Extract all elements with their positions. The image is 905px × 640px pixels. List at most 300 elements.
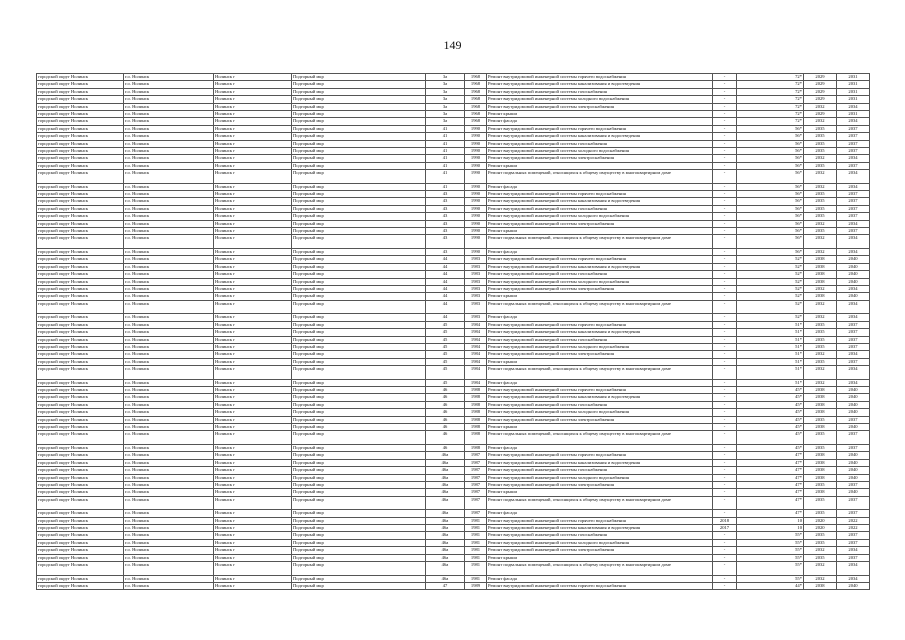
wear-cell: 47* bbox=[737, 510, 804, 517]
district-cell: городской округ Нолинск bbox=[37, 547, 124, 554]
table-row bbox=[37, 155, 870, 162]
municipality-cell: г.о. Нолинск bbox=[124, 74, 214, 81]
settlement-cell: Нолинск г bbox=[214, 510, 292, 517]
wear-cell: 72* bbox=[737, 96, 804, 103]
municipality-cell: г.о. Нолинск bbox=[124, 379, 214, 386]
table-row bbox=[37, 351, 870, 358]
municipality-cell: г.о. Нолинск bbox=[124, 228, 214, 235]
wear-cell: 47* bbox=[737, 496, 804, 510]
last-repair-year-cell: 2018 bbox=[713, 517, 737, 524]
wear-cell: 72* bbox=[737, 103, 804, 110]
last-repair-year-cell: - bbox=[713, 336, 737, 343]
wear-cell: 72* bbox=[737, 81, 804, 88]
settlement-cell: Нолинск г bbox=[214, 583, 292, 590]
district-cell: городской округ Нолинск bbox=[37, 387, 124, 394]
municipality-cell: г.о. Нолинск bbox=[124, 329, 214, 336]
house-number-cell: 44 bbox=[426, 293, 465, 300]
district-cell: городской округ Нолинск bbox=[37, 366, 124, 380]
settlement-cell: Нолинск г bbox=[214, 263, 292, 270]
start-year-cell: 2038 bbox=[804, 467, 837, 474]
build-year-cell: 1968 bbox=[465, 103, 487, 110]
settlement-cell: Нолинск г bbox=[214, 554, 292, 561]
wear-cell: 51* bbox=[737, 329, 804, 336]
district-cell: городской округ Нолинск bbox=[37, 118, 124, 125]
street-cell: Подгорный мкр bbox=[292, 343, 426, 350]
street-cell: Подгорный мкр bbox=[292, 155, 426, 162]
table-row bbox=[37, 183, 870, 190]
last-repair-year-cell: - bbox=[713, 409, 737, 416]
build-year-cell: 1968 bbox=[465, 110, 487, 117]
start-year-cell: 2035 bbox=[804, 496, 837, 510]
wear-cell: 47* bbox=[737, 474, 804, 481]
last-repair-year-cell: - bbox=[713, 191, 737, 198]
end-year-cell: 2040 bbox=[837, 394, 870, 401]
house-number-cell: 45 bbox=[426, 379, 465, 386]
end-year-cell: 2034 bbox=[837, 575, 870, 582]
street-cell: Подгорный мкр bbox=[292, 96, 426, 103]
last-repair-year-cell: - bbox=[713, 170, 737, 184]
end-year-cell: 2040 bbox=[837, 459, 870, 466]
table-row bbox=[37, 228, 870, 235]
end-year-cell: 2037 bbox=[837, 343, 870, 350]
last-repair-year-cell: - bbox=[713, 263, 737, 270]
last-repair-year-cell: - bbox=[713, 314, 737, 321]
street-cell: Подгорный мкр bbox=[292, 293, 426, 300]
work-type-cell: Ремонт крыши bbox=[487, 358, 713, 365]
house-number-cell: 3а bbox=[426, 81, 465, 88]
start-year-cell: 2038 bbox=[804, 424, 837, 431]
start-year-cell: 2032 bbox=[804, 220, 837, 227]
district-cell: городской округ Нолинск bbox=[37, 88, 124, 95]
start-year-cell: 2035 bbox=[804, 532, 837, 539]
district-cell: городской округ Нолинск bbox=[37, 467, 124, 474]
district-cell: городской округ Нолинск bbox=[37, 228, 124, 235]
build-year-cell: 1990 bbox=[465, 140, 487, 147]
start-year-cell: 2032 bbox=[804, 249, 837, 256]
house-number-cell: 41 bbox=[426, 155, 465, 162]
wear-cell: 51* bbox=[737, 351, 804, 358]
settlement-cell: Нолинск г bbox=[214, 366, 292, 380]
work-type-cell: Ремонт внутридомовой инженерной системы электроснабжения bbox=[487, 547, 713, 554]
wear-cell: 52* bbox=[737, 256, 804, 263]
house-number-cell: 3а bbox=[426, 88, 465, 95]
district-cell: городской округ Нолинск bbox=[37, 481, 124, 488]
end-year-cell: 2037 bbox=[837, 510, 870, 517]
municipality-cell: г.о. Нолинск bbox=[124, 525, 214, 532]
end-year-cell: 2031 bbox=[837, 74, 870, 81]
start-year-cell: 2032 bbox=[804, 351, 837, 358]
end-year-cell: 2037 bbox=[837, 125, 870, 132]
municipality-cell: г.о. Нолинск bbox=[124, 517, 214, 524]
municipality-cell: г.о. Нолинск bbox=[124, 539, 214, 546]
table-row bbox=[37, 358, 870, 365]
table-row bbox=[37, 110, 870, 117]
house-number-cell: 44 bbox=[426, 285, 465, 292]
municipality-cell: г.о. Нолинск bbox=[124, 293, 214, 300]
last-repair-year-cell: - bbox=[713, 103, 737, 110]
street-cell: Подгорный мкр bbox=[292, 562, 426, 576]
house-number-cell: 43 bbox=[426, 228, 465, 235]
house-number-cell: 46 bbox=[426, 387, 465, 394]
start-year-cell: 2035 bbox=[804, 228, 837, 235]
table-row bbox=[37, 510, 870, 517]
end-year-cell: 2040 bbox=[837, 424, 870, 431]
build-year-cell: 1987 bbox=[465, 474, 487, 481]
street-cell: Подгорный мкр bbox=[292, 424, 426, 431]
last-repair-year-cell: - bbox=[713, 489, 737, 496]
work-type-cell: Ремонт крыши bbox=[487, 554, 713, 561]
municipality-cell: г.о. Нолинск bbox=[124, 532, 214, 539]
end-year-cell: 2040 bbox=[837, 387, 870, 394]
wear-cell: 56* bbox=[737, 249, 804, 256]
municipality-cell: г.о. Нолинск bbox=[124, 416, 214, 423]
house-number-cell: 3а bbox=[426, 96, 465, 103]
street-cell: Подгорный мкр bbox=[292, 489, 426, 496]
build-year-cell: 1983 bbox=[465, 278, 487, 285]
settlement-cell: Нолинск г bbox=[214, 183, 292, 190]
municipality-cell: г.о. Нолинск bbox=[124, 205, 214, 212]
start-year-cell: 2035 bbox=[804, 539, 837, 546]
house-number-cell: 45 bbox=[426, 329, 465, 336]
last-repair-year-cell: - bbox=[713, 575, 737, 582]
district-cell: городской округ Нолинск bbox=[37, 358, 124, 365]
municipality-cell: г.о. Нолинск bbox=[124, 235, 214, 249]
last-repair-year-cell: - bbox=[713, 271, 737, 278]
district-cell: городской округ Нолинск bbox=[37, 147, 124, 154]
work-type-cell: Ремонт подвальных помещений, относящихся к общему имуществу в многоквартирном доме bbox=[487, 235, 713, 249]
work-type-cell: Ремонт внутридомовой инженерной системы канализования и водоотведения bbox=[487, 133, 713, 140]
build-year-cell: 1981 bbox=[465, 554, 487, 561]
start-year-cell: 2029 bbox=[804, 96, 837, 103]
wear-cell: 45* bbox=[737, 409, 804, 416]
table-row bbox=[37, 387, 870, 394]
build-year-cell: 1990 bbox=[465, 213, 487, 220]
municipality-cell: г.о. Нолинск bbox=[124, 96, 214, 103]
house-number-cell: 43 bbox=[426, 198, 465, 205]
street-cell: Подгорный мкр bbox=[292, 133, 426, 140]
wear-cell: 56* bbox=[737, 205, 804, 212]
settlement-cell: Нолинск г bbox=[214, 285, 292, 292]
build-year-cell: 1983 bbox=[465, 314, 487, 321]
end-year-cell: 2040 bbox=[837, 263, 870, 270]
street-cell: Подгорный мкр bbox=[292, 314, 426, 321]
settlement-cell: Нолинск г bbox=[214, 249, 292, 256]
house-number-cell: 47 bbox=[426, 583, 465, 590]
start-year-cell: 2035 bbox=[804, 205, 837, 212]
settlement-cell: Нолинск г bbox=[214, 170, 292, 184]
settlement-cell: Нолинск г bbox=[214, 525, 292, 532]
district-cell: городской округ Нолинск bbox=[37, 336, 124, 343]
house-number-cell: 44 bbox=[426, 314, 465, 321]
street-cell: Подгорный мкр bbox=[292, 387, 426, 394]
start-year-cell: 2038 bbox=[804, 263, 837, 270]
start-year-cell: 2032 bbox=[804, 155, 837, 162]
table-row bbox=[37, 74, 870, 81]
wear-cell: 47* bbox=[737, 452, 804, 459]
last-repair-year-cell: - bbox=[713, 547, 737, 554]
build-year-cell: 1988 bbox=[465, 387, 487, 394]
house-number-cell: 41 bbox=[426, 140, 465, 147]
district-cell: городской округ Нолинск bbox=[37, 343, 124, 350]
last-repair-year-cell: - bbox=[713, 343, 737, 350]
wear-cell: 55* bbox=[737, 532, 804, 539]
work-type-cell: Ремонт крыши bbox=[487, 293, 713, 300]
start-year-cell: 2032 bbox=[804, 235, 837, 249]
wear-cell: 45* bbox=[737, 387, 804, 394]
last-repair-year-cell: - bbox=[713, 496, 737, 510]
municipality-cell: г.о. Нолинск bbox=[124, 401, 214, 408]
table-row bbox=[37, 379, 870, 386]
settlement-cell: Нолинск г bbox=[214, 133, 292, 140]
start-year-cell: 2035 bbox=[804, 554, 837, 561]
work-type-cell: Ремонт фасада bbox=[487, 118, 713, 125]
build-year-cell: 1987 bbox=[465, 489, 487, 496]
last-repair-year-cell: - bbox=[713, 155, 737, 162]
street-cell: Подгорный мкр bbox=[292, 444, 426, 451]
last-repair-year-cell: - bbox=[713, 431, 737, 445]
district-cell: городской округ Нолинск bbox=[37, 74, 124, 81]
end-year-cell: 2037 bbox=[837, 213, 870, 220]
last-repair-year-cell: - bbox=[713, 467, 737, 474]
house-number-cell: 46 bbox=[426, 424, 465, 431]
street-cell: Подгорный мкр bbox=[292, 532, 426, 539]
table-row bbox=[37, 517, 870, 524]
street-cell: Подгорный мкр bbox=[292, 547, 426, 554]
settlement-cell: Нолинск г bbox=[214, 444, 292, 451]
settlement-cell: Нолинск г bbox=[214, 198, 292, 205]
work-type-cell: Ремонт внутридомовой инженерной системы электроснабжения bbox=[487, 155, 713, 162]
last-repair-year-cell: - bbox=[713, 256, 737, 263]
table-row bbox=[37, 118, 870, 125]
end-year-cell: 2037 bbox=[837, 191, 870, 198]
work-type-cell: Ремонт внутридомовой инженерной системы электроснабжения bbox=[487, 481, 713, 488]
street-cell: Подгорный мкр bbox=[292, 496, 426, 510]
street-cell: Подгорный мкр bbox=[292, 474, 426, 481]
build-year-cell: 1990 bbox=[465, 191, 487, 198]
table-row bbox=[37, 147, 870, 154]
table-row bbox=[37, 271, 870, 278]
house-number-cell: 46а bbox=[426, 459, 465, 466]
end-year-cell: 2037 bbox=[837, 431, 870, 445]
district-cell: городской округ Нолинск bbox=[37, 525, 124, 532]
wear-cell: 51* bbox=[737, 321, 804, 328]
work-type-cell: Ремонт внутридомовой инженерной системы холодного водоснабжения bbox=[487, 539, 713, 546]
work-type-cell: Ремонт внутридомовой инженерной системы газоснабжения bbox=[487, 336, 713, 343]
street-cell: Подгорный мкр bbox=[292, 125, 426, 132]
end-year-cell: 2031 bbox=[837, 110, 870, 117]
wear-cell: 51* bbox=[737, 379, 804, 386]
work-type-cell: Ремонт внутридомовой инженерной системы горячего водоснабжения bbox=[487, 452, 713, 459]
municipality-cell: г.о. Нолинск bbox=[124, 285, 214, 292]
street-cell: Подгорный мкр bbox=[292, 191, 426, 198]
start-year-cell: 2032 bbox=[804, 300, 837, 314]
house-number-cell: 3а bbox=[426, 74, 465, 81]
last-repair-year-cell: - bbox=[713, 416, 737, 423]
table-row bbox=[37, 575, 870, 582]
last-repair-year-cell: - bbox=[713, 351, 737, 358]
end-year-cell: 2037 bbox=[837, 539, 870, 546]
work-type-cell: Ремонт фасада bbox=[487, 379, 713, 386]
settlement-cell: Нолинск г bbox=[214, 235, 292, 249]
wear-cell: 52* bbox=[737, 278, 804, 285]
municipality-cell: г.о. Нолинск bbox=[124, 424, 214, 431]
last-repair-year-cell: - bbox=[713, 133, 737, 140]
settlement-cell: Нолинск г bbox=[214, 562, 292, 576]
end-year-cell: 2037 bbox=[837, 416, 870, 423]
wear-cell: 56* bbox=[737, 191, 804, 198]
start-year-cell: 2035 bbox=[804, 329, 837, 336]
end-year-cell: 2034 bbox=[837, 249, 870, 256]
street-cell: Подгорный мкр bbox=[292, 329, 426, 336]
municipality-cell: г.о. Нолинск bbox=[124, 343, 214, 350]
municipality-cell: г.о. Нолинск bbox=[124, 489, 214, 496]
municipality-cell: г.о. Нолинск bbox=[124, 496, 214, 510]
last-repair-year-cell: - bbox=[713, 444, 737, 451]
municipality-cell: г.о. Нолинск bbox=[124, 256, 214, 263]
end-year-cell: 2037 bbox=[837, 329, 870, 336]
build-year-cell: 1968 bbox=[465, 74, 487, 81]
build-year-cell: 1988 bbox=[465, 431, 487, 445]
start-year-cell: 2020 bbox=[804, 517, 837, 524]
end-year-cell: 2034 bbox=[837, 103, 870, 110]
start-year-cell: 2032 bbox=[804, 547, 837, 554]
table-row bbox=[37, 409, 870, 416]
work-type-cell: Ремонт подвальных помещений, относящихся к общему имуществу в многоквартирном доме bbox=[487, 562, 713, 576]
settlement-cell: Нолинск г bbox=[214, 74, 292, 81]
municipality-cell: г.о. Нолинск bbox=[124, 452, 214, 459]
district-cell: городской округ Нолинск bbox=[37, 213, 124, 220]
settlement-cell: Нолинск г bbox=[214, 96, 292, 103]
house-number-cell: 46а bbox=[426, 547, 465, 554]
start-year-cell: 2029 bbox=[804, 88, 837, 95]
table-row bbox=[37, 170, 870, 184]
table-row bbox=[37, 444, 870, 451]
last-repair-year-cell: - bbox=[713, 74, 737, 81]
start-year-cell: 2035 bbox=[804, 481, 837, 488]
table-row bbox=[37, 366, 870, 380]
wear-cell: 47* bbox=[737, 459, 804, 466]
table-row bbox=[37, 213, 870, 220]
build-year-cell: 1981 bbox=[465, 525, 487, 532]
street-cell: Подгорный мкр bbox=[292, 525, 426, 532]
settlement-cell: Нолинск г bbox=[214, 125, 292, 132]
wear-cell: 56* bbox=[737, 140, 804, 147]
work-type-cell: Ремонт фасада bbox=[487, 575, 713, 582]
table-row bbox=[37, 532, 870, 539]
last-repair-year-cell: - bbox=[713, 452, 737, 459]
work-type-cell: Ремонт внутридомовой инженерной системы электроснабжения bbox=[487, 416, 713, 423]
end-year-cell: 2034 bbox=[837, 220, 870, 227]
settlement-cell: Нолинск г bbox=[214, 271, 292, 278]
wear-cell: 55* bbox=[737, 562, 804, 576]
house-number-cell: 46а bbox=[426, 575, 465, 582]
end-year-cell: 2034 bbox=[837, 314, 870, 321]
street-cell: Подгорный мкр bbox=[292, 220, 426, 227]
end-year-cell: 2040 bbox=[837, 489, 870, 496]
wear-cell: 52* bbox=[737, 300, 804, 314]
end-year-cell: 2034 bbox=[837, 183, 870, 190]
end-year-cell: 2037 bbox=[837, 147, 870, 154]
district-cell: городской округ Нолинск bbox=[37, 489, 124, 496]
table-row bbox=[37, 489, 870, 496]
district-cell: городской округ Нолинск bbox=[37, 517, 124, 524]
settlement-cell: Нолинск г bbox=[214, 293, 292, 300]
build-year-cell: 1987 bbox=[465, 510, 487, 517]
district-cell: городской округ Нолинск bbox=[37, 444, 124, 451]
start-year-cell: 2032 bbox=[804, 562, 837, 576]
build-year-cell: 1984 bbox=[465, 351, 487, 358]
house-number-cell: 46 bbox=[426, 444, 465, 451]
build-year-cell: 1981 bbox=[465, 517, 487, 524]
last-repair-year-cell: - bbox=[713, 321, 737, 328]
last-repair-year-cell: - bbox=[713, 235, 737, 249]
start-year-cell: 2035 bbox=[804, 133, 837, 140]
settlement-cell: Нолинск г bbox=[214, 481, 292, 488]
wear-cell: 56* bbox=[737, 133, 804, 140]
build-year-cell: 1984 bbox=[465, 336, 487, 343]
house-number-cell: 46а bbox=[426, 525, 465, 532]
start-year-cell: 2032 bbox=[804, 379, 837, 386]
build-year-cell: 1987 bbox=[465, 481, 487, 488]
start-year-cell: 2032 bbox=[804, 366, 837, 380]
start-year-cell: 2038 bbox=[804, 459, 837, 466]
work-type-cell: Ремонт внутридомовой инженерной системы электроснабжения bbox=[487, 351, 713, 358]
table-row bbox=[37, 198, 870, 205]
work-type-cell: Ремонт фасада bbox=[487, 444, 713, 451]
house-number-cell: 3а bbox=[426, 110, 465, 117]
wear-cell: 72* bbox=[737, 74, 804, 81]
municipality-cell: г.о. Нолинск bbox=[124, 278, 214, 285]
work-type-cell: Ремонт подвальных помещений, относящихся к общему имуществу в многоквартирном доме bbox=[487, 170, 713, 184]
street-cell: Подгорный мкр bbox=[292, 213, 426, 220]
district-cell: городской округ Нолинск bbox=[37, 103, 124, 110]
district-cell: городской округ Нолинск bbox=[37, 263, 124, 270]
work-type-cell: Ремонт внутридомовой инженерной системы горячего водоснабжения bbox=[487, 321, 713, 328]
build-year-cell: 1990 bbox=[465, 147, 487, 154]
build-year-cell: 1968 bbox=[465, 88, 487, 95]
settlement-cell: Нолинск г bbox=[214, 191, 292, 198]
municipality-cell: г.о. Нолинск bbox=[124, 162, 214, 169]
table-row bbox=[37, 431, 870, 445]
district-cell: городской округ Нолинск bbox=[37, 271, 124, 278]
house-number-cell: 46а bbox=[426, 517, 465, 524]
wear-cell: 45* bbox=[737, 444, 804, 451]
work-type-cell: Ремонт крыши bbox=[487, 228, 713, 235]
house-number-cell: 46а bbox=[426, 562, 465, 576]
start-year-cell: 2038 bbox=[804, 489, 837, 496]
build-year-cell: 1987 bbox=[465, 496, 487, 510]
municipality-cell: г.о. Нолинск bbox=[124, 562, 214, 576]
last-repair-year-cell: - bbox=[713, 379, 737, 386]
end-year-cell: 2034 bbox=[837, 155, 870, 162]
district-cell: городской округ Нолинск bbox=[37, 459, 124, 466]
municipality-cell: г.о. Нолинск bbox=[124, 409, 214, 416]
settlement-cell: Нолинск г bbox=[214, 409, 292, 416]
house-number-cell: 46а bbox=[426, 489, 465, 496]
end-year-cell: 2037 bbox=[837, 140, 870, 147]
municipality-cell: г.о. Нолинск bbox=[124, 547, 214, 554]
house-number-cell: 45 bbox=[426, 336, 465, 343]
last-repair-year-cell: - bbox=[713, 285, 737, 292]
table-row bbox=[37, 424, 870, 431]
municipality-cell: г.о. Нолинск bbox=[124, 394, 214, 401]
wear-cell: 55* bbox=[737, 547, 804, 554]
house-number-cell: 45 bbox=[426, 351, 465, 358]
settlement-cell: Нолинск г bbox=[214, 379, 292, 386]
start-year-cell: 2038 bbox=[804, 583, 837, 590]
end-year-cell: 2037 bbox=[837, 205, 870, 212]
municipality-cell: г.о. Нолинск bbox=[124, 459, 214, 466]
